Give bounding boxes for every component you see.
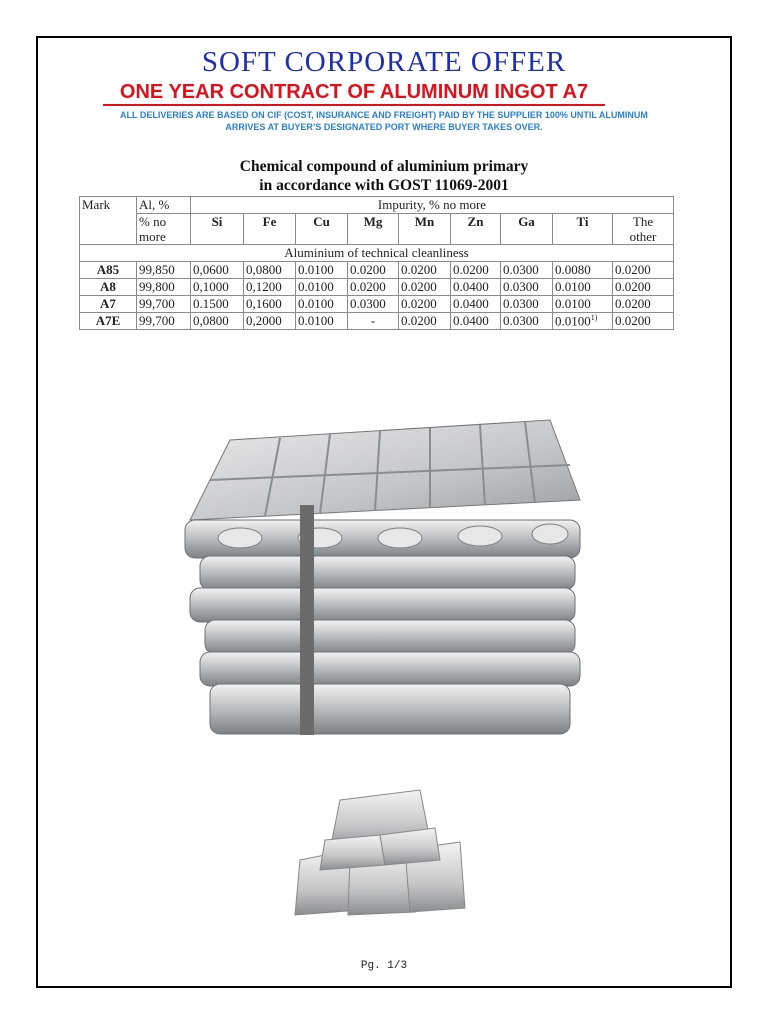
header-cu: Cu	[296, 214, 348, 245]
table-row	[80, 262, 674, 279]
cell-si: 0,0600	[191, 262, 244, 279]
cell-ga: 0.0300	[501, 262, 553, 279]
notice-line-2: ARRIVES AT BUYER’S DESIGNATED PORT WHERE BUYER TAKES OVER.	[225, 122, 543, 132]
cell-mn: 0.0200	[399, 262, 451, 279]
table-title-line-1: Chemical compound of aluminium primary	[239, 158, 529, 175]
section-label: Aluminium of technical cleanliness	[80, 245, 674, 262]
cell-si: 0,1000	[191, 279, 244, 296]
cell-al: 99,700	[137, 296, 191, 313]
cell-ga: 0.0300	[501, 296, 553, 313]
cell-al: 99,850	[137, 262, 191, 279]
cell-mg: 0.0200	[348, 279, 399, 296]
cell-mn: 0.0200	[399, 279, 451, 296]
table-row	[80, 313, 674, 330]
cell-other: 0.0200	[613, 313, 674, 330]
cell-fe: 0,1200	[244, 279, 296, 296]
delivery-notice	[70, 109, 698, 133]
cell-other: 0.0200	[613, 296, 674, 313]
header-mark: Mark	[80, 197, 137, 245]
section-row	[80, 245, 674, 262]
ingot-pyramid-photo	[290, 780, 470, 920]
cell-ti: 0.0100$^{1)}$	[553, 313, 613, 330]
ingot-pile-photo	[170, 410, 600, 740]
cell-mn: 0.0200	[399, 313, 451, 330]
cell-fe: 0,0800	[244, 262, 296, 279]
table-row	[80, 296, 674, 313]
ingot-layers	[185, 520, 580, 734]
cell-mg: 0.0300	[348, 296, 399, 313]
cell-cu: 0.0100	[296, 313, 348, 330]
cell-fe: 0,2000	[244, 313, 296, 330]
chemical-composition-table	[79, 196, 674, 330]
cell-other: 0.0200	[613, 262, 674, 279]
cell-ti: 0.0100	[553, 296, 613, 313]
header-other: The other	[613, 214, 674, 245]
table-title-line-2: in accordance with GOST 11069-2001	[259, 177, 509, 194]
page-subtitle: ONE YEAR CONTRACT OF ALUMINUM INGOT A7	[103, 80, 605, 106]
cell-zn: 0.0200	[451, 262, 501, 279]
header-si: Si	[191, 214, 244, 245]
cell-cu: 0.0100	[296, 296, 348, 313]
page-title: SOFT CORPORATE OFFER	[201, 46, 567, 78]
cell-zn: 0.0400	[451, 313, 501, 330]
cell-ti: 0.0100	[553, 279, 613, 296]
footnote-marker: 1)	[590, 313, 598, 322]
cell-ti: 0.0080	[553, 262, 613, 279]
cell-fe: 0,1600	[244, 296, 296, 313]
cell-ga: 0.0300	[501, 313, 553, 330]
table-header-row-1	[80, 197, 674, 214]
cell-ga: 0.0300	[501, 279, 553, 296]
table-header-row-2	[80, 214, 674, 245]
cell-mn: 0.0200	[399, 296, 451, 313]
header-impurity: Impurity, % no more	[191, 197, 674, 214]
cell-al: 99,700	[137, 313, 191, 330]
header-mn: Mn	[399, 214, 451, 245]
header-ga: Ga	[501, 214, 553, 245]
cell-si: 0.1500	[191, 296, 244, 313]
header-zn: Zn	[451, 214, 501, 245]
table-title	[0, 157, 768, 195]
cell-mg: 0.0200	[348, 262, 399, 279]
cell-mark: A8	[80, 279, 137, 296]
cell-cu: 0.0100	[296, 262, 348, 279]
cell-si: 0,0800	[191, 313, 244, 330]
header-al: Al, %	[137, 197, 191, 214]
header-ti: Ti	[553, 214, 613, 245]
cell-mg: -	[348, 313, 399, 330]
header-al-limit: % no more	[137, 214, 191, 245]
cell-other: 0.0200	[613, 279, 674, 296]
header-fe: Fe	[244, 214, 296, 245]
cell-mark: A85	[80, 262, 137, 279]
cell-mark: A7E	[80, 313, 137, 330]
cell-zn: 0.0400	[451, 279, 501, 296]
table-row	[80, 279, 674, 296]
header-mg: Mg	[348, 214, 399, 245]
cell-zn: 0.0400	[451, 296, 501, 313]
cell-cu: 0.0100	[296, 279, 348, 296]
cell-mark: A7	[80, 296, 137, 313]
cell-al: 99,800	[137, 279, 191, 296]
notice-line-1: ALL DELIVERIES ARE BASED ON CIF (COST, INSURANCE AND FREIGHT) PAID BY THE SUPPLIER 100% UNTIL ALUMINUM	[120, 110, 648, 120]
page-number: Pg. 1/3	[360, 960, 408, 972]
